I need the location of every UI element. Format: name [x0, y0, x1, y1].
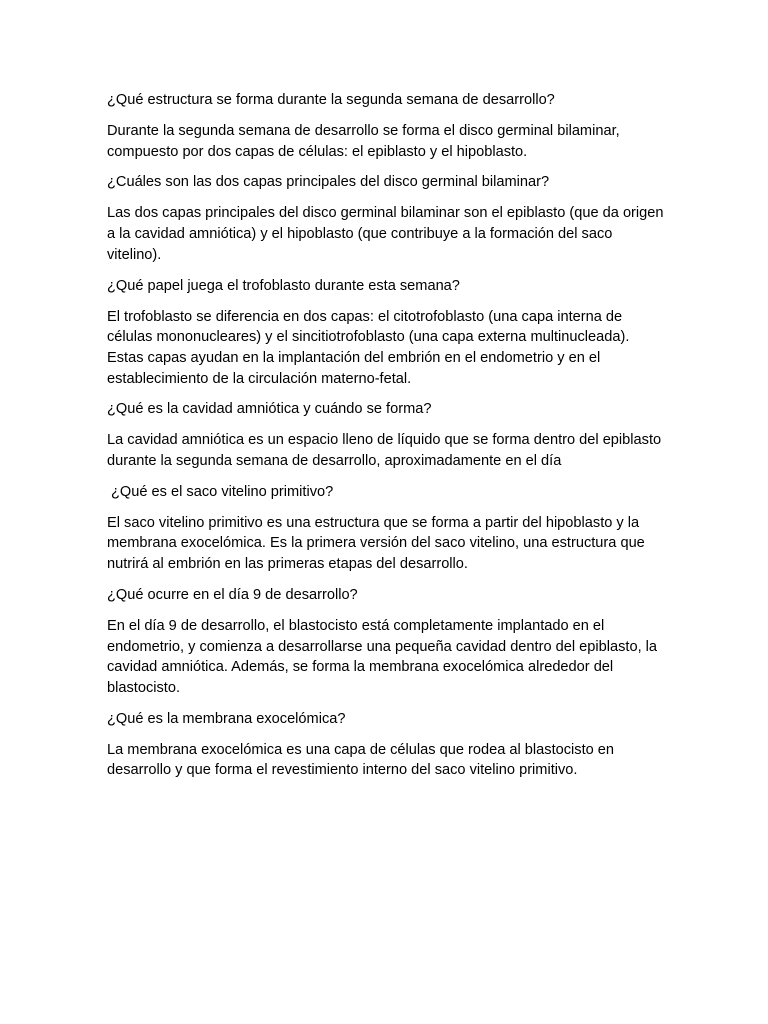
question-7: ¿Qué es la membrana exocelómica?: [107, 710, 346, 727]
document-page: [107, 90, 667, 791]
answer-2: Las dos capas principales del disco germinal bilaminar son el epiblasto (que da origen a la cavidad amniótica) y el hipoblasto (que contribuye a la formación del saco vitelino).: [107, 205, 668, 263]
question-3: ¿Qué papel juega el trofoblasto durante esta semana?: [107, 277, 460, 294]
answer-7: La membrana exocelómica es una capa de células que rodea al blastocisto en desarrollo y que forma el revestimiento interno del saco vitelino primitivo.: [107, 741, 619, 779]
question-2: ¿Cuáles son las dos capas principales del disco germinal bilaminar?: [107, 174, 550, 191]
question-5: ¿Qué es el saco vitelino primitivo?: [111, 483, 334, 500]
question-4: ¿Qué es la cavidad amniótica y cuándo se forma?: [107, 401, 432, 418]
question-6: ¿Qué ocurre en el día 9 de desarrollo?: [107, 586, 358, 603]
answer-1: Durante la segunda semana de desarrollo se forma el disco germinal bilaminar, compuesto por dos capas de células: el epiblasto y el hipoblasto.: [107, 123, 624, 160]
answer-4: La cavidad amniótica es un espacio lleno de líquido que se forma dentro del epiblasto durante la segunda semana de desarrollo, aproximadamente en el día: [107, 432, 666, 470]
question-1: ¿Qué estructura se forma durante la segunda semana de desarrollo?: [107, 92, 555, 108]
answer-6: En el día 9 de desarrollo, el blastocisto está completamente implantado en el endometrio, y comienza a desarrollarse una pequeña cavidad dentro del epiblasto, la cavidad amniótica. Además, se forma la membrana exocelómica alrededor del blastocisto.: [107, 617, 662, 696]
answer-3: El trofoblasto se diferencia en dos capas: el citotrofoblasto (una capa interna de células mononucleares) y el sincitiotrofoblasto (una capa externa multinucleada). Estas capas ayudan en la implantación del embrión en el endometrio y en el establecimiento de la circulación materno-fetal.: [107, 308, 634, 387]
answer-5: El saco vitelino primitivo es una estructura que se forma a partir del hipoblasto y la membrana exocelómica. Es la primera versión del saco vitelino, una estructura que nutrirá al embrión en las primeras etapas del desarrollo.: [107, 514, 649, 573]
